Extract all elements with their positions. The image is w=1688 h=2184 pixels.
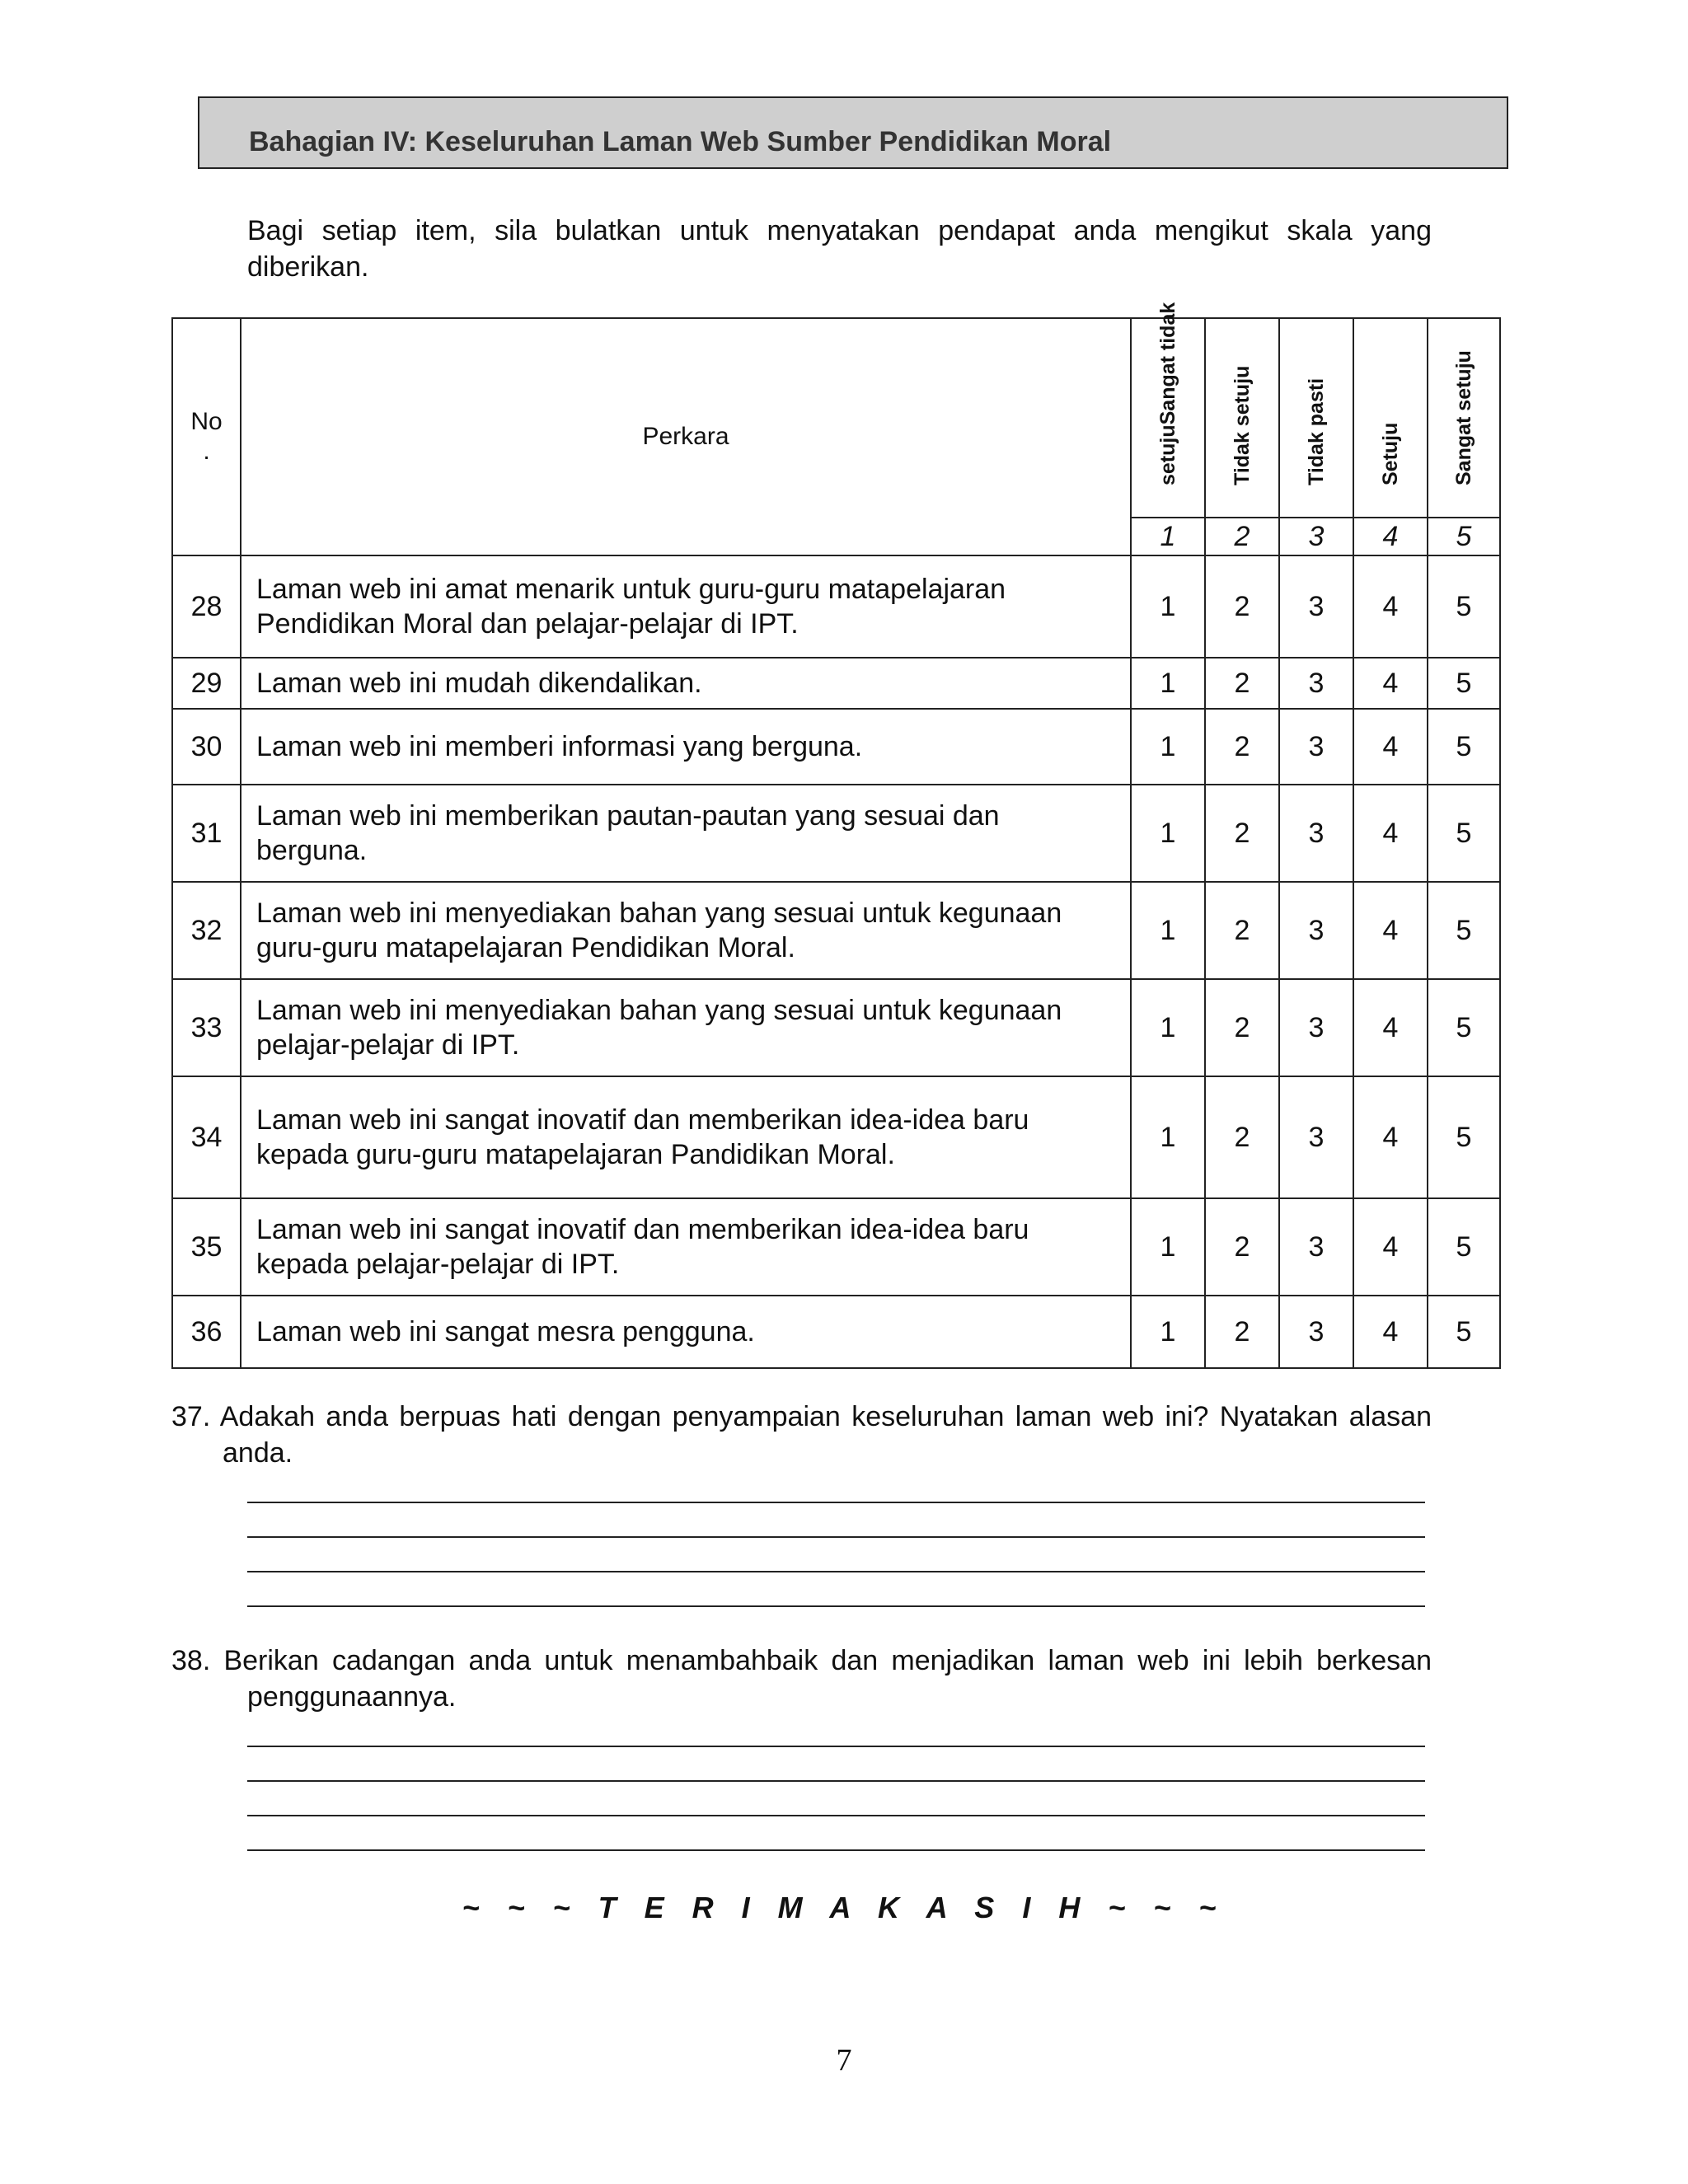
scale-option-4[interactable]: 4 xyxy=(1353,658,1428,709)
scale-number-2: 2 xyxy=(1205,518,1279,555)
scale-option-1[interactable]: 1 xyxy=(1131,882,1205,979)
scale-option-3[interactable]: 3 xyxy=(1279,1076,1353,1198)
row-statement: Laman web ini memberi informasi yang berguna. xyxy=(241,709,1131,785)
scale-option-1[interactable]: 1 xyxy=(1131,709,1205,785)
scale-header-3 xyxy=(1279,318,1353,518)
question-38 xyxy=(171,1643,1432,1715)
row-statement: Laman web ini menyediakan bahan yang sesuai untuk kegunaan pelajar-pelajar di IPT. xyxy=(241,979,1131,1076)
scale-option-3[interactable]: 3 xyxy=(1279,785,1353,882)
scale-number-3: 3 xyxy=(1279,518,1353,555)
table-row xyxy=(172,979,1500,1076)
table-row xyxy=(172,1198,1500,1296)
scale-option-3[interactable]: 3 xyxy=(1279,1198,1353,1296)
row-number: 35 xyxy=(172,1198,241,1296)
scale-option-4[interactable]: 4 xyxy=(1353,1076,1428,1198)
scale-option-1[interactable]: 1 xyxy=(1131,1198,1205,1296)
scale-option-1[interactable]: 1 xyxy=(1131,555,1205,658)
scale-header-5 xyxy=(1428,318,1500,518)
header-labels-row xyxy=(172,318,1500,518)
row-number: 33 xyxy=(172,979,241,1076)
table-row xyxy=(172,882,1500,979)
row-number: 32 xyxy=(172,882,241,979)
table-row xyxy=(172,1076,1500,1198)
scale-option-5[interactable]: 5 xyxy=(1428,709,1500,785)
scale-header-1 xyxy=(1131,302,1205,518)
question-38-text: 38. Berikan cadangan anda untuk menambahbaik dan menjadikan laman web ini lebih berkesan penggunaannya. xyxy=(171,1645,1432,1713)
scale-option-1[interactable]: 1 xyxy=(1131,1296,1205,1368)
scale-option-2[interactable]: 2 xyxy=(1205,785,1279,882)
scale-option-3[interactable]: 3 xyxy=(1279,979,1353,1076)
answer-line-37-1[interactable] xyxy=(247,1502,1425,1503)
survey-table xyxy=(171,302,1501,1369)
column-header-perkara: Perkara xyxy=(241,318,1131,555)
table-row xyxy=(172,555,1500,658)
scale-label-3: Tidak pasti xyxy=(1305,377,1328,485)
answer-line-38-2[interactable] xyxy=(247,1780,1425,1782)
scale-option-4[interactable]: 4 xyxy=(1353,1198,1428,1296)
row-statement: Laman web ini mudah dikendalikan. xyxy=(241,658,1131,709)
scale-option-1[interactable]: 1 xyxy=(1131,785,1205,882)
row-statement: Laman web ini amat menarik untuk guru-guru matapelajaran Pendidikan Moral dan pelajar-pelajar di IPT. xyxy=(241,555,1131,658)
answer-line-37-3[interactable] xyxy=(247,1571,1425,1572)
scale-option-5[interactable]: 5 xyxy=(1428,882,1500,979)
row-number: 28 xyxy=(172,555,241,658)
scale-option-2[interactable]: 2 xyxy=(1205,1076,1279,1198)
scale-number-1: 1 xyxy=(1131,518,1205,555)
scale-option-3[interactable]: 3 xyxy=(1279,882,1353,979)
answer-line-38-4[interactable] xyxy=(247,1849,1425,1851)
scale-option-3[interactable]: 3 xyxy=(1279,658,1353,709)
scale-option-5[interactable]: 5 xyxy=(1428,1198,1500,1296)
row-statement: Laman web ini sangat inovatif dan memberikan idea-idea baru kepada guru-guru matapelajaran Pandidikan Moral. xyxy=(241,1076,1131,1198)
scale-option-1[interactable]: 1 xyxy=(1131,979,1205,1076)
scale-option-2[interactable]: 2 xyxy=(1205,555,1279,658)
table-row xyxy=(172,658,1500,709)
scale-option-2[interactable]: 2 xyxy=(1205,658,1279,709)
row-statement: Laman web ini memberikan pautan-pautan yang sesuai dan berguna. xyxy=(241,785,1131,882)
scale-option-2[interactable]: 2 xyxy=(1205,979,1279,1076)
row-number: 29 xyxy=(172,658,241,709)
scale-label-4: Setuju xyxy=(1379,422,1402,485)
scale-option-2[interactable]: 2 xyxy=(1205,882,1279,979)
scale-option-2[interactable]: 2 xyxy=(1205,1198,1279,1296)
question-37 xyxy=(171,1399,1432,1471)
scale-option-2[interactable]: 2 xyxy=(1205,1296,1279,1368)
scale-option-4[interactable]: 4 xyxy=(1353,555,1428,658)
scale-option-1[interactable]: 1 xyxy=(1131,658,1205,709)
instructions-text: Bagi setiap item, sila bulatkan untuk menyatakan pendapat anda mengikut skala yang diberikan. xyxy=(247,215,1432,283)
scale-option-1[interactable]: 1 xyxy=(1131,1076,1205,1198)
section-header xyxy=(198,96,1508,169)
row-number: 30 xyxy=(172,709,241,785)
scale-option-5[interactable]: 5 xyxy=(1428,1296,1500,1368)
scale-option-5[interactable]: 5 xyxy=(1428,555,1500,658)
answer-line-38-3[interactable] xyxy=(247,1815,1425,1816)
scale-option-5[interactable]: 5 xyxy=(1428,1076,1500,1198)
answer-line-38-1[interactable] xyxy=(247,1746,1425,1747)
scale-option-4[interactable]: 4 xyxy=(1353,785,1428,882)
scale-number-5: 5 xyxy=(1428,518,1500,555)
row-number: 36 xyxy=(172,1296,241,1368)
row-number: 31 xyxy=(172,785,241,882)
column-header-no: No . xyxy=(172,318,241,555)
scale-option-4[interactable]: 4 xyxy=(1353,709,1428,785)
row-statement: Laman web ini sangat mesra pengguna. xyxy=(241,1296,1131,1368)
scale-option-4[interactable]: 4 xyxy=(1353,979,1428,1076)
row-number: 34 xyxy=(172,1076,241,1198)
scale-number-4: 4 xyxy=(1353,518,1428,555)
scale-option-5[interactable]: 5 xyxy=(1428,785,1500,882)
table-row xyxy=(172,1296,1500,1368)
question-37-text: 37. Adakah anda berpuas hati dengan penyampaian keseluruhan laman web ini? Nyatakan alasan anda. xyxy=(171,1401,1432,1469)
table-row xyxy=(172,785,1500,882)
scale-option-3[interactable]: 3 xyxy=(1279,555,1353,658)
scale-label-2: Tidak setuju xyxy=(1231,365,1254,485)
section-title: Bahagian IV: Keseluruhan Laman Web Sumber Pendidikan Moral xyxy=(249,126,1112,157)
scale-option-3[interactable]: 3 xyxy=(1279,709,1353,785)
table-row xyxy=(172,709,1500,785)
scale-label-5: Sangat setuju xyxy=(1452,350,1475,485)
page-number: 7 xyxy=(836,2043,852,2078)
scale-option-2[interactable]: 2 xyxy=(1205,709,1279,785)
closing-thanks: ~ ~ ~ T E R I M A K A S I H ~ ~ ~ xyxy=(462,1891,1226,1924)
scale-option-4[interactable]: 4 xyxy=(1353,882,1428,979)
answer-line-37-2[interactable] xyxy=(247,1536,1425,1538)
scale-option-5[interactable]: 5 xyxy=(1428,979,1500,1076)
row-statement: Laman web ini menyediakan bahan yang sesuai untuk kegunaan guru-guru matapelajaran Pendidikan Moral. xyxy=(241,882,1131,979)
scale-option-3[interactable]: 3 xyxy=(1279,1296,1353,1368)
scale-label-1: setujuSangat tidak xyxy=(1156,302,1179,485)
answer-line-37-4[interactable] xyxy=(247,1605,1425,1607)
scale-option-5[interactable]: 5 xyxy=(1428,658,1500,709)
row-statement: Laman web ini sangat inovatif dan memberikan idea-idea baru kepada pelajar-pelajar di IPT. xyxy=(241,1198,1131,1296)
scale-header-4 xyxy=(1353,318,1428,518)
scale-header-2 xyxy=(1205,318,1279,518)
scale-option-4[interactable]: 4 xyxy=(1353,1296,1428,1368)
